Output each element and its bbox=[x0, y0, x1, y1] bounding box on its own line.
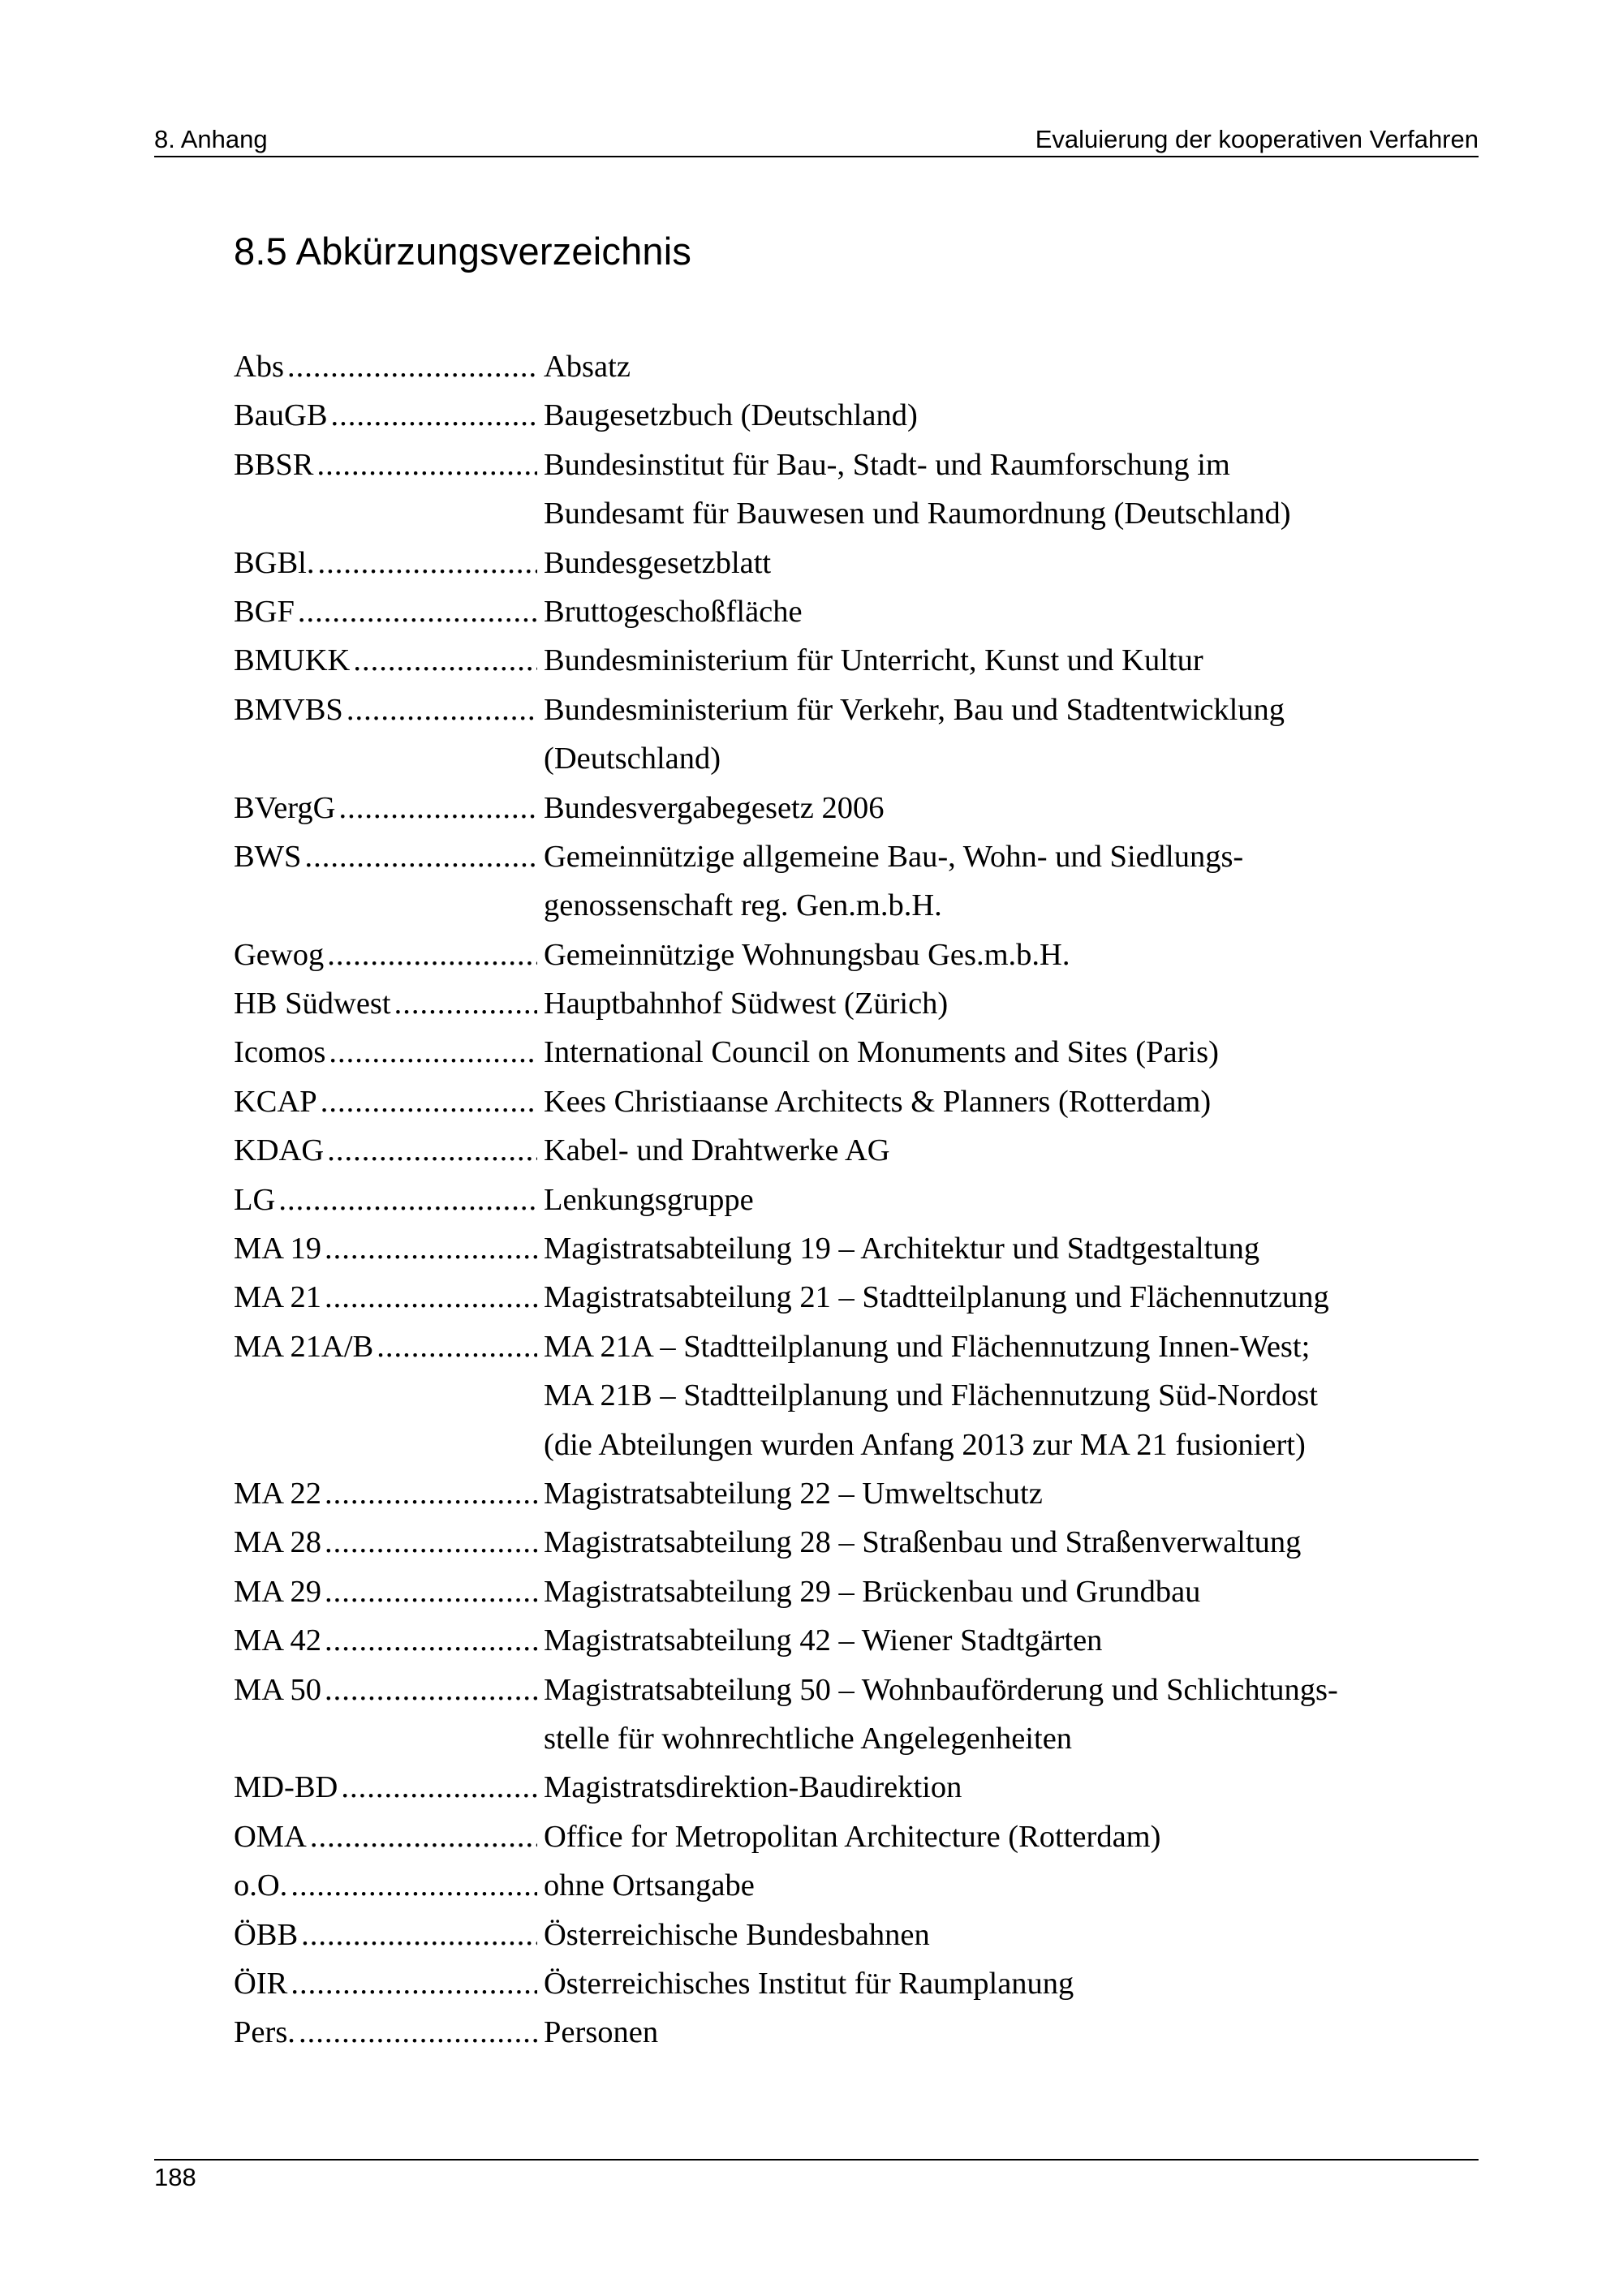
abbreviation-definition bbox=[544, 1176, 1419, 1224]
abbreviation-definition bbox=[544, 587, 1419, 636]
abbreviation-entry bbox=[234, 1616, 1419, 1665]
abbreviation-term: MA 22 bbox=[234, 1476, 322, 1511]
page-number: 188 bbox=[154, 2163, 196, 2191]
abbreviation-entry bbox=[234, 832, 1419, 931]
dot-leader bbox=[325, 1567, 537, 1616]
abbreviation-definition bbox=[544, 636, 1419, 685]
definition-line: MA 21B – Stadtteilplanung und Flächennutzung Süd-Nordost bbox=[544, 1378, 1318, 1413]
abbreviation-term-cell bbox=[234, 342, 544, 391]
definition-line: Gemeinnützige allgemeine Bau-, Wohn- und Siedlungs- bbox=[544, 839, 1244, 874]
abbreviation-term: MA 42 bbox=[234, 1623, 322, 1658]
definition-line: Österreichische Bundesbahnen bbox=[544, 1917, 930, 1952]
abbreviation-entry bbox=[234, 1518, 1419, 1567]
abbreviation-term-cell bbox=[234, 1911, 544, 1959]
abbreviation-term: ÖIR bbox=[234, 1966, 288, 2001]
definition-line: Magistratsabteilung 22 – Umweltschutz bbox=[544, 1476, 1043, 1511]
abbreviation-entry bbox=[234, 1176, 1419, 1224]
definition-line: Magistratsabteilung 28 – Straßenbau und Straßenverwaltung bbox=[544, 1525, 1302, 1560]
definition-line: stelle für wohnrechtliche Angelegenheiten bbox=[544, 1721, 1073, 1756]
abbreviation-definition bbox=[544, 979, 1419, 1028]
abbreviation-entry bbox=[234, 1959, 1419, 2008]
abbreviation-definition bbox=[544, 931, 1419, 979]
definition-line: MA 21A – Stadtteilplanung und Flächennutzung Innen-West; bbox=[544, 1329, 1311, 1364]
abbreviation-term: o.O. bbox=[234, 1868, 288, 1903]
abbreviation-definition bbox=[544, 1959, 1419, 2008]
running-header bbox=[154, 114, 1479, 154]
abbreviation-term: Gewog bbox=[234, 937, 325, 972]
abbreviation-term: OMA bbox=[234, 1819, 307, 1854]
abbreviation-entry bbox=[234, 686, 1419, 784]
abbreviation-term-cell bbox=[234, 441, 544, 489]
abbreviation-term-cell bbox=[234, 931, 544, 979]
abbreviation-term: BMVBS bbox=[234, 692, 343, 727]
abbreviation-entry bbox=[234, 1126, 1419, 1175]
abbreviation-definition bbox=[544, 832, 1419, 931]
abbreviation-definition bbox=[544, 1518, 1419, 1567]
abbreviation-entry bbox=[234, 1763, 1419, 1812]
abbreviation-entry bbox=[234, 1273, 1419, 1322]
abbreviation-term: MA 21 bbox=[234, 1280, 322, 1315]
abbreviation-term-cell bbox=[234, 1861, 544, 1910]
abbreviation-term-cell bbox=[234, 1812, 544, 1861]
dot-leader bbox=[347, 686, 537, 734]
abbreviation-term: LG bbox=[234, 1182, 276, 1217]
abbreviation-term: ÖBB bbox=[234, 1917, 299, 1952]
abbreviation-definition bbox=[544, 1812, 1419, 1861]
abbreviation-term: BWS bbox=[234, 839, 302, 874]
abbreviation-term-cell bbox=[234, 1616, 544, 1665]
definition-line: Bundesvergabegesetz 2006 bbox=[544, 790, 885, 825]
dot-leader bbox=[278, 1176, 537, 1224]
dot-leader bbox=[377, 1322, 537, 1371]
dot-leader bbox=[325, 1518, 537, 1567]
abbreviation-term-cell bbox=[234, 784, 544, 832]
abbreviation-entry bbox=[234, 342, 1419, 391]
abbreviation-term: KCAP bbox=[234, 1084, 317, 1119]
abbreviation-entry bbox=[234, 1322, 1419, 1469]
dot-leader bbox=[325, 1469, 537, 1518]
definition-line: Bundesinstitut für Bau-, Stadt- und Raumforschung im bbox=[544, 447, 1230, 482]
abbreviation-term: BGF bbox=[234, 594, 295, 629]
abbreviation-term-cell bbox=[234, 832, 544, 881]
abbreviation-definition bbox=[544, 1911, 1419, 1959]
dot-leader bbox=[301, 1911, 537, 1959]
abbreviation-term: MA 50 bbox=[234, 1672, 322, 1707]
abbreviation-term-cell bbox=[234, 1224, 544, 1273]
dot-leader bbox=[329, 1028, 537, 1077]
abbreviation-term-cell bbox=[234, 1322, 544, 1371]
abbreviation-term-cell bbox=[234, 1567, 544, 1616]
abbreviation-term-cell bbox=[234, 1763, 544, 1812]
abbreviation-term-cell bbox=[234, 979, 544, 1028]
abbreviation-term-cell bbox=[234, 1077, 544, 1126]
abbreviation-entry bbox=[234, 931, 1419, 979]
definition-line: Kabel- und Drahtwerke AG bbox=[544, 1133, 890, 1168]
dot-leader bbox=[310, 1812, 537, 1861]
abbreviation-definition bbox=[544, 1126, 1419, 1175]
abbreviation-entry bbox=[234, 1077, 1419, 1126]
abbreviation-entry bbox=[234, 2008, 1419, 2057]
definition-line: Magistratsabteilung 29 – Brückenbau und Grundbau bbox=[544, 1574, 1201, 1609]
abbreviation-term-cell bbox=[234, 1028, 544, 1077]
abbreviation-term-cell bbox=[234, 636, 544, 685]
abbreviation-definition bbox=[544, 539, 1419, 587]
dot-leader bbox=[304, 832, 537, 881]
dot-leader bbox=[325, 1616, 537, 1665]
abbreviation-term: MA 21A/B bbox=[234, 1329, 374, 1364]
dot-leader bbox=[325, 1666, 537, 1714]
dot-leader bbox=[299, 2008, 537, 2057]
definition-line: (Deutschland) bbox=[544, 742, 721, 776]
abbreviation-term: BauGB bbox=[234, 398, 328, 433]
definition-line: Magistratsabteilung 21 – Stadtteilplanung und Flächennutzung bbox=[544, 1280, 1329, 1315]
dot-leader bbox=[338, 784, 537, 832]
dot-leader bbox=[317, 539, 537, 587]
abbreviation-definition bbox=[544, 1469, 1419, 1518]
abbreviation-entry bbox=[234, 587, 1419, 636]
definition-line: Bundesgesetzblatt bbox=[544, 545, 772, 580]
abbreviation-term-cell bbox=[234, 1176, 544, 1224]
abbreviation-term: MA 19 bbox=[234, 1232, 322, 1266]
section-title: 8.5 Abkürzungsverzeichnis bbox=[234, 230, 692, 273]
abbreviation-term: KDAG bbox=[234, 1133, 325, 1168]
abbreviation-definition bbox=[544, 1861, 1419, 1910]
abbreviation-term: HB Südwest bbox=[234, 987, 391, 1021]
abbreviation-entry bbox=[234, 1469, 1419, 1518]
abbreviation-entry bbox=[234, 784, 1419, 832]
definition-line: Magistratsabteilung 50 – Wohnbauförderung und Schlichtungs- bbox=[544, 1672, 1338, 1707]
definition-line: genossenschaft reg. Gen.m.b.H. bbox=[544, 888, 942, 923]
abbreviation-list bbox=[234, 342, 1419, 2057]
dot-leader bbox=[287, 342, 537, 391]
abbreviation-term-cell bbox=[234, 686, 544, 734]
definition-line: Bruttogeschoßfläche bbox=[544, 594, 803, 629]
dot-leader bbox=[331, 391, 538, 440]
abbreviation-term: Icomos bbox=[234, 1035, 326, 1070]
abbreviation-definition bbox=[544, 1616, 1419, 1665]
abbreviation-term: BGBl. bbox=[234, 545, 315, 580]
abbreviation-definition bbox=[544, 441, 1419, 539]
abbreviation-definition bbox=[544, 1322, 1419, 1469]
abbreviation-term-cell bbox=[234, 1666, 544, 1714]
abbreviation-term-cell bbox=[234, 587, 544, 636]
abbreviation-term: BMUKK bbox=[234, 643, 351, 678]
abbreviation-entry bbox=[234, 636, 1419, 685]
dot-leader bbox=[316, 441, 537, 489]
definition-line: Office for Metropolitan Architecture (Rotterdam) bbox=[544, 1819, 1161, 1854]
abbreviation-entry bbox=[234, 1666, 1419, 1764]
header-document-title: Evaluierung der kooperativen Verfahren bbox=[1035, 125, 1479, 153]
header-chapter: 8. Anhang bbox=[154, 125, 268, 153]
abbreviation-entry bbox=[234, 979, 1419, 1028]
abbreviation-definition bbox=[544, 1077, 1419, 1126]
abbreviation-entry bbox=[234, 1224, 1419, 1273]
definition-line: Gemeinnützige Wohnungsbau Ges.m.b.H. bbox=[544, 937, 1070, 972]
dot-leader bbox=[298, 587, 537, 636]
definition-line: Österreichisches Institut für Raumplanung bbox=[544, 1966, 1074, 2001]
abbreviation-term: MA 29 bbox=[234, 1574, 322, 1609]
abbreviation-term-cell bbox=[234, 1959, 544, 2008]
abbreviation-definition bbox=[544, 1028, 1419, 1077]
abbreviation-term-cell bbox=[234, 1518, 544, 1567]
abbreviation-definition bbox=[544, 1273, 1419, 1322]
abbreviation-entry bbox=[234, 1812, 1419, 1861]
abbreviation-definition bbox=[544, 2008, 1419, 2057]
header-rule bbox=[154, 156, 1479, 157]
abbreviation-term-cell bbox=[234, 2008, 544, 2057]
dot-leader bbox=[394, 979, 537, 1028]
dot-leader bbox=[341, 1763, 537, 1812]
abbreviation-entry bbox=[234, 539, 1419, 587]
abbreviation-term-cell bbox=[234, 391, 544, 440]
definition-line: Lenkungsgruppe bbox=[544, 1182, 754, 1217]
abbreviation-entry bbox=[234, 1567, 1419, 1616]
abbreviation-definition bbox=[544, 342, 1419, 391]
definition-line: Magistratsdirektion-Baudirektion bbox=[544, 1770, 962, 1805]
abbreviation-entry bbox=[234, 441, 1419, 539]
definition-line: Baugesetzbuch (Deutschland) bbox=[544, 398, 918, 433]
definition-line: Magistratsabteilung 19 – Architektur und Stadtgestaltung bbox=[544, 1232, 1260, 1266]
dot-leader bbox=[327, 931, 537, 979]
footer-rule bbox=[154, 2159, 1479, 2161]
definition-line: Hauptbahnhof Südwest (Zürich) bbox=[544, 987, 949, 1021]
definition-line: Bundesamt für Bauwesen und Raumordnung (Deutschland) bbox=[544, 497, 1291, 531]
dot-leader bbox=[291, 1959, 537, 2008]
dot-leader bbox=[327, 1126, 537, 1175]
abbreviation-definition bbox=[544, 784, 1419, 832]
abbreviation-term: Abs bbox=[234, 350, 285, 384]
abbreviation-entry bbox=[234, 391, 1419, 440]
dot-leader bbox=[321, 1077, 537, 1126]
definition-line: (die Abteilungen wurden Anfang 2013 zur MA 21 fusioniert) bbox=[544, 1427, 1306, 1462]
abbreviation-term: BVergG bbox=[234, 790, 336, 825]
abbreviation-term-cell bbox=[234, 1126, 544, 1175]
abbreviation-term: MD-BD bbox=[234, 1770, 338, 1805]
abbreviation-definition bbox=[544, 686, 1419, 784]
dot-leader bbox=[353, 636, 537, 685]
definition-line: ohne Ortsangabe bbox=[544, 1868, 755, 1903]
definition-line: Personen bbox=[544, 2015, 659, 2050]
abbreviation-entry bbox=[234, 1911, 1419, 1959]
abbreviation-entry bbox=[234, 1028, 1419, 1077]
definition-line: Bundesministerium für Verkehr, Bau und Stadtentwicklung bbox=[544, 692, 1285, 727]
dot-leader bbox=[325, 1273, 537, 1322]
abbreviation-definition bbox=[544, 1666, 1419, 1764]
abbreviation-term-cell bbox=[234, 1273, 544, 1322]
dot-leader bbox=[291, 1861, 537, 1910]
abbreviation-term: Pers. bbox=[234, 2015, 295, 2050]
abbreviation-term: BBSR bbox=[234, 447, 314, 482]
dot-leader bbox=[325, 1224, 537, 1273]
definition-line: Absatz bbox=[544, 350, 631, 384]
abbreviation-definition bbox=[544, 1567, 1419, 1616]
abbreviation-definition bbox=[544, 1224, 1419, 1273]
definition-line: Magistratsabteilung 42 – Wiener Stadtgärten bbox=[544, 1623, 1103, 1658]
abbreviation-definition bbox=[544, 391, 1419, 440]
definition-line: Kees Christiaanse Architects & Planners (Rotterdam) bbox=[544, 1084, 1212, 1119]
definition-line: International Council on Monuments and Sites (Paris) bbox=[544, 1035, 1219, 1070]
abbreviation-term-cell bbox=[234, 1469, 544, 1518]
abbreviation-entry bbox=[234, 1861, 1419, 1910]
definition-line: Bundesministerium für Unterricht, Kunst und Kultur bbox=[544, 643, 1203, 678]
abbreviation-term: MA 28 bbox=[234, 1525, 322, 1560]
abbreviation-term-cell bbox=[234, 539, 544, 587]
abbreviation-definition bbox=[544, 1763, 1419, 1812]
